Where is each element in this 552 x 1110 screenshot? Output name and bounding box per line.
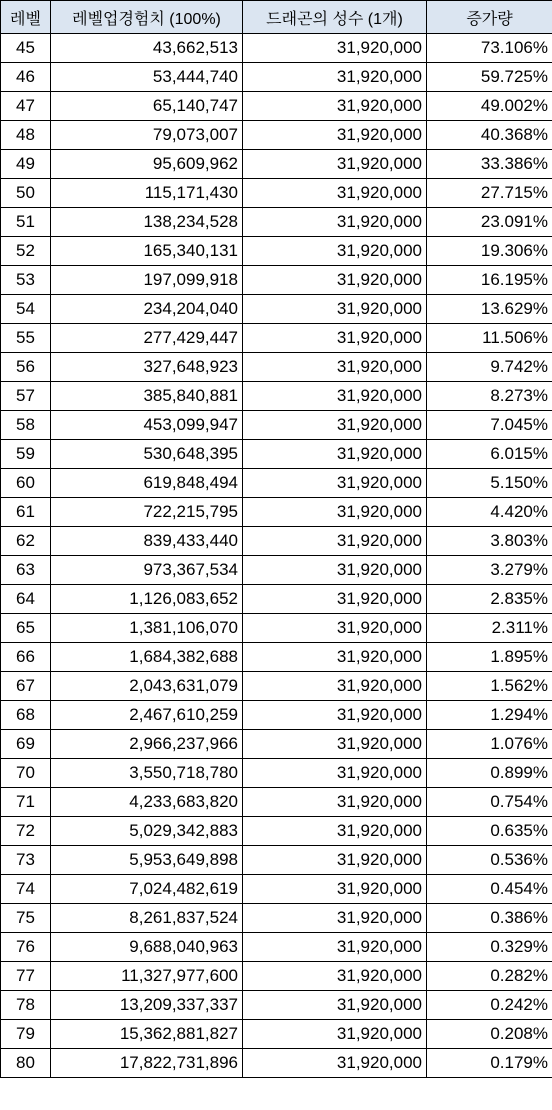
cell-increase: 4.420% [427,498,552,527]
table-row [1,353,552,382]
cell-dragon-holy-water: 31,920,000 [243,324,427,353]
table-row [1,962,552,991]
cell-levelup-exp: 2,966,237,966 [51,730,243,759]
table-row [1,614,552,643]
cell-increase: 13.629% [427,295,552,324]
cell-increase: 1.895% [427,643,552,672]
table-row [1,498,552,527]
cell-dragon-holy-water: 31,920,000 [243,991,427,1020]
cell-level: 66 [1,643,51,672]
cell-levelup-exp: 2,043,631,079 [51,672,243,701]
table-row [1,759,552,788]
cell-increase: 49.002% [427,92,552,121]
cell-levelup-exp: 722,215,795 [51,498,243,527]
table-row [1,933,552,962]
cell-levelup-exp: 1,381,106,070 [51,614,243,643]
cell-level: 73 [1,846,51,875]
cell-levelup-exp: 4,233,683,820 [51,788,243,817]
cell-dragon-holy-water: 31,920,000 [243,469,427,498]
cell-level: 53 [1,266,51,295]
cell-levelup-exp: 11,327,977,600 [51,962,243,991]
cell-level: 67 [1,672,51,701]
table-row [1,92,552,121]
cell-levelup-exp: 43,662,513 [51,34,243,63]
cell-levelup-exp: 1,126,083,652 [51,585,243,614]
table-row [1,875,552,904]
cell-increase: 3.803% [427,527,552,556]
table-row [1,411,552,440]
cell-levelup-exp: 327,648,923 [51,353,243,382]
cell-level: 50 [1,179,51,208]
cell-levelup-exp: 839,433,440 [51,527,243,556]
cell-level: 65 [1,614,51,643]
cell-levelup-exp: 234,204,040 [51,295,243,324]
table-header [1,1,552,34]
cell-levelup-exp: 3,550,718,780 [51,759,243,788]
cell-increase: 33.386% [427,150,552,179]
cell-increase: 0.754% [427,788,552,817]
cell-levelup-exp: 53,444,740 [51,63,243,92]
cell-dragon-holy-water: 31,920,000 [243,614,427,643]
cell-increase: 11.506% [427,324,552,353]
cell-dragon-holy-water: 31,920,000 [243,295,427,324]
cell-levelup-exp: 115,171,430 [51,179,243,208]
cell-dragon-holy-water: 31,920,000 [243,208,427,237]
cell-dragon-holy-water: 31,920,000 [243,643,427,672]
cell-level: 57 [1,382,51,411]
cell-dragon-holy-water: 31,920,000 [243,63,427,92]
table-row [1,237,552,266]
cell-level: 72 [1,817,51,846]
cell-level: 62 [1,527,51,556]
cell-levelup-exp: 1,684,382,688 [51,643,243,672]
table-row [1,295,552,324]
table-row [1,34,552,63]
table-row [1,208,552,237]
cell-level: 74 [1,875,51,904]
cell-levelup-exp: 5,029,342,883 [51,817,243,846]
cell-dragon-holy-water: 31,920,000 [243,904,427,933]
cell-dragon-holy-water: 31,920,000 [243,150,427,179]
table-row [1,701,552,730]
cell-increase: 73.106% [427,34,552,63]
cell-levelup-exp: 8,261,837,524 [51,904,243,933]
table-row [1,63,552,92]
table-row [1,672,552,701]
cell-levelup-exp: 619,848,494 [51,469,243,498]
cell-increase: 0.329% [427,933,552,962]
cell-dragon-holy-water: 31,920,000 [243,498,427,527]
cell-increase: 1.562% [427,672,552,701]
cell-levelup-exp: 17,822,731,896 [51,1049,243,1078]
cell-dragon-holy-water: 31,920,000 [243,875,427,904]
cell-level: 80 [1,1049,51,1078]
cell-increase: 6.015% [427,440,552,469]
cell-dragon-holy-water: 31,920,000 [243,382,427,411]
cell-increase: 0.635% [427,817,552,846]
table-row [1,1049,552,1078]
cell-increase: 40.368% [427,121,552,150]
cell-dragon-holy-water: 31,920,000 [243,237,427,266]
cell-levelup-exp: 277,429,447 [51,324,243,353]
cell-levelup-exp: 15,362,881,827 [51,1020,243,1049]
cell-levelup-exp: 79,073,007 [51,121,243,150]
cell-dragon-holy-water: 31,920,000 [243,585,427,614]
cell-dragon-holy-water: 31,920,000 [243,846,427,875]
cell-levelup-exp: 138,234,528 [51,208,243,237]
cell-increase: 0.208% [427,1020,552,1049]
cell-dragon-holy-water: 31,920,000 [243,817,427,846]
header-level: 레벨 [1,1,51,34]
cell-levelup-exp: 13,209,337,337 [51,991,243,1020]
cell-level: 48 [1,121,51,150]
cell-levelup-exp: 530,648,395 [51,440,243,469]
cell-increase: 9.742% [427,353,552,382]
cell-increase: 0.282% [427,962,552,991]
cell-increase: 8.273% [427,382,552,411]
cell-levelup-exp: 9,688,040,963 [51,933,243,962]
cell-level: 76 [1,933,51,962]
cell-level: 75 [1,904,51,933]
cell-level: 69 [1,730,51,759]
cell-increase: 5.150% [427,469,552,498]
cell-level: 59 [1,440,51,469]
cell-level: 45 [1,34,51,63]
table-row [1,991,552,1020]
cell-levelup-exp: 165,340,131 [51,237,243,266]
cell-levelup-exp: 2,467,610,259 [51,701,243,730]
cell-increase: 0.179% [427,1049,552,1078]
cell-level: 47 [1,92,51,121]
cell-dragon-holy-water: 31,920,000 [243,266,427,295]
cell-levelup-exp: 973,367,534 [51,556,243,585]
cell-dragon-holy-water: 31,920,000 [243,440,427,469]
cell-increase: 27.715% [427,179,552,208]
cell-dragon-holy-water: 31,920,000 [243,1020,427,1049]
cell-level: 79 [1,1020,51,1049]
cell-dragon-holy-water: 31,920,000 [243,179,427,208]
cell-dragon-holy-water: 31,920,000 [243,353,427,382]
cell-dragon-holy-water: 31,920,000 [243,962,427,991]
cell-level: 56 [1,353,51,382]
cell-levelup-exp: 197,099,918 [51,266,243,295]
cell-increase: 19.306% [427,237,552,266]
table-row [1,846,552,875]
cell-levelup-exp: 5,953,649,898 [51,846,243,875]
cell-increase: 0.536% [427,846,552,875]
cell-level: 52 [1,237,51,266]
header-levelup-exp: 레벨업경험치 (100%) [51,1,243,34]
cell-increase: 23.091% [427,208,552,237]
cell-increase: 0.242% [427,991,552,1020]
cell-level: 60 [1,469,51,498]
cell-increase: 1.294% [427,701,552,730]
cell-level: 63 [1,556,51,585]
table-row [1,585,552,614]
table-row [1,788,552,817]
cell-dragon-holy-water: 31,920,000 [243,92,427,121]
cell-increase: 0.386% [427,904,552,933]
cell-level: 51 [1,208,51,237]
cell-level: 58 [1,411,51,440]
cell-level: 78 [1,991,51,1020]
table-row [1,817,552,846]
table-row [1,179,552,208]
table-row [1,1020,552,1049]
cell-increase: 0.454% [427,875,552,904]
cell-level: 46 [1,63,51,92]
header-increase: 증가량 [427,1,552,34]
cell-level: 70 [1,759,51,788]
cell-level: 77 [1,962,51,991]
cell-dragon-holy-water: 31,920,000 [243,1049,427,1078]
cell-dragon-holy-water: 31,920,000 [243,730,427,759]
table-row [1,556,552,585]
cell-increase: 2.835% [427,585,552,614]
table-row [1,904,552,933]
cell-level: 54 [1,295,51,324]
header-dragon-holy-water: 드래곤의 성수 (1개) [243,1,427,34]
cell-dragon-holy-water: 31,920,000 [243,34,427,63]
cell-dragon-holy-water: 31,920,000 [243,121,427,150]
cell-level: 55 [1,324,51,353]
cell-dragon-holy-water: 31,920,000 [243,672,427,701]
table-row [1,121,552,150]
cell-level: 61 [1,498,51,527]
table-row [1,730,552,759]
cell-increase: 2.311% [427,614,552,643]
table-row [1,469,552,498]
cell-increase: 7.045% [427,411,552,440]
cell-dragon-holy-water: 31,920,000 [243,788,427,817]
table-body [1,34,552,1078]
cell-increase: 0.899% [427,759,552,788]
table-row [1,324,552,353]
cell-increase: 3.279% [427,556,552,585]
header-row [1,1,552,34]
cell-levelup-exp: 7,024,482,619 [51,875,243,904]
cell-level: 64 [1,585,51,614]
cell-increase: 59.725% [427,63,552,92]
cell-levelup-exp: 453,099,947 [51,411,243,440]
cell-dragon-holy-water: 31,920,000 [243,759,427,788]
cell-level: 71 [1,788,51,817]
cell-level: 68 [1,701,51,730]
cell-increase: 16.195% [427,266,552,295]
cell-levelup-exp: 385,840,881 [51,382,243,411]
cell-increase: 1.076% [427,730,552,759]
cell-dragon-holy-water: 31,920,000 [243,556,427,585]
table-row [1,382,552,411]
table-row [1,440,552,469]
cell-levelup-exp: 65,140,747 [51,92,243,121]
cell-level: 49 [1,150,51,179]
cell-dragon-holy-water: 31,920,000 [243,527,427,556]
table-row [1,527,552,556]
cell-levelup-exp: 95,609,962 [51,150,243,179]
table-row [1,643,552,672]
table-row [1,266,552,295]
cell-dragon-holy-water: 31,920,000 [243,701,427,730]
cell-dragon-holy-water: 31,920,000 [243,933,427,962]
table-row [1,150,552,179]
cell-dragon-holy-water: 31,920,000 [243,411,427,440]
